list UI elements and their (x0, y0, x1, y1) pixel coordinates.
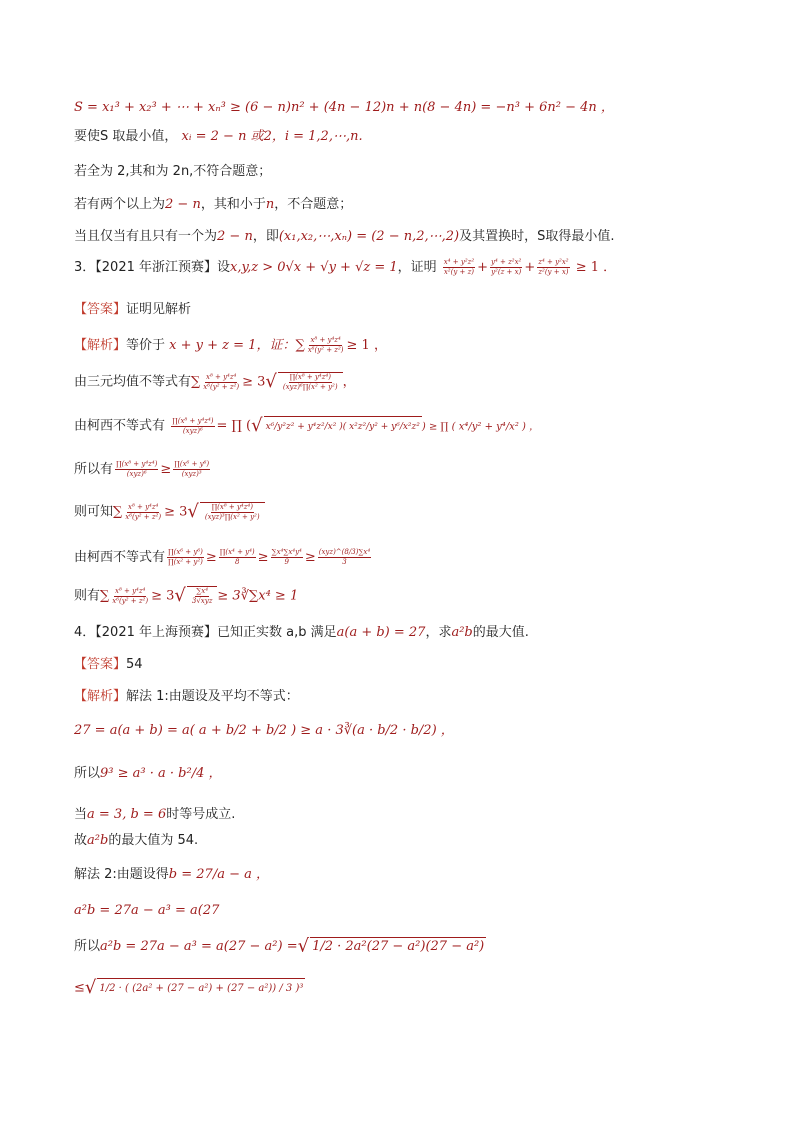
answer-tag: 【答案】 (74, 302, 127, 317)
numerator: ∏(x⁶ + y⁶) (168, 548, 203, 556)
denominator: y²(z + x) (491, 268, 522, 276)
numerator: ∑x⁴∑x⁴y⁴ (271, 548, 302, 556)
text-line-5 (74, 228, 615, 246)
problem-4-analysis-6 (74, 866, 269, 884)
math-expression: b = 27/a − a ， (168, 867, 269, 882)
text: 所以有 (74, 462, 114, 477)
numerator: ∏(x⁸ + y⁴z⁴) (211, 503, 253, 511)
text: 故 (74, 833, 88, 848)
math-expression: ∑ (191, 374, 201, 390)
denominator: 8 (235, 558, 240, 566)
answer-text: 证明见解析 (126, 302, 192, 317)
text: 时等号成立. (166, 807, 236, 822)
math-expression: n (265, 197, 275, 212)
denominator: x⁶(y² + z²) (112, 596, 149, 605)
math-expression: ≥ 3∛∑x⁴ ≥ 1 (217, 588, 299, 604)
math-expression: xᵢ = 2 − n 或2，i = 1,2,⋯,n. (181, 129, 363, 144)
numerator: ∑x⁴ (196, 587, 209, 595)
text: 则有 (74, 588, 101, 604)
math-expression: a²b (451, 625, 473, 640)
fraction (204, 503, 261, 522)
geq-sign: ≥ (205, 550, 217, 565)
numerator: x⁴ + y²z² (443, 258, 475, 266)
denominator: 3√xyz (191, 597, 213, 605)
radicand (97, 978, 305, 998)
problem-number: 4． (74, 625, 96, 640)
analysis-tag: 【解析】 (74, 338, 127, 353)
fraction (111, 587, 149, 606)
text: ，即 (252, 229, 279, 244)
text: 当且仅当有且只有一个为 (74, 229, 218, 244)
numerator: z⁴ + y²x² (538, 258, 569, 266)
math-expression: ≥ (160, 462, 172, 477)
text: 由柯西不等式有 (74, 550, 166, 565)
text: 若有两个以上为 (74, 197, 166, 212)
analysis-line-2 (74, 372, 356, 392)
analysis-line-3 (74, 416, 539, 437)
numerator: x⁸ + y⁴z⁴ (115, 586, 146, 595)
fraction (171, 417, 214, 436)
math-expression: a²b = 27a − a³ = a(27 (74, 903, 220, 918)
math-expression: ≥ 1 ， (346, 338, 387, 353)
math-expression: ， (342, 374, 356, 390)
answer-text: 54 (126, 657, 143, 672)
problem-4-analysis-4 (74, 806, 235, 824)
fraction (124, 503, 162, 522)
math-expression: S = x₁³ + x₂³ + ⋯ + xₙ³ ≥ (6 − n)n² + (4n − 12)n + n(8 − 4n) = −n³ + 6n² − 4n ， (74, 100, 614, 115)
math-expression: 27 = a(a + b) = a( a + b/2 + b/2 ) ≥ a · 3∛(a · b/2 · b/2) ， (74, 723, 454, 738)
math-expression: a(a + b) = 27 (336, 625, 426, 640)
text: 则可知 (74, 504, 114, 520)
problem-4-analysis-1 (74, 688, 299, 706)
math-expression: = ∏ ( (216, 418, 252, 434)
numerator: ∏(x⁴ + y⁴) (219, 548, 255, 556)
problem-3-stem (74, 258, 616, 277)
fraction (271, 548, 303, 567)
problem-source: 【2021 年浙江预赛】 (95, 260, 217, 275)
math-expression: 9³ ≥ a³ · a · b²/4 ， (100, 766, 222, 781)
radicand (200, 502, 265, 522)
text: 解法 1:由题设及平均不等式： (126, 689, 299, 704)
denominator: 3 (342, 558, 347, 566)
fraction (490, 258, 522, 277)
math-expression: a²b (87, 833, 109, 848)
radicand (310, 937, 486, 956)
plus-sign: + (477, 260, 489, 275)
fraction (537, 258, 569, 277)
plus-sign: + (524, 260, 536, 275)
denominator: (xyz)³∏(x² + y²) (204, 513, 260, 521)
denominator: x⁶(y² + z²) (125, 512, 162, 521)
math-expression: ∑ (113, 504, 123, 520)
fraction (191, 587, 214, 606)
text: ，证明 (397, 260, 437, 275)
fraction (173, 460, 210, 479)
radicand (264, 416, 422, 436)
math-expression: ≥ 3 (164, 504, 188, 520)
denominator: 9 (284, 558, 289, 566)
math-expression: ≥ 3 (151, 588, 175, 604)
problem-source: 【2021 年上海预赛】 (95, 625, 217, 640)
problem-4-analysis-8 (74, 937, 486, 956)
fraction (219, 548, 256, 567)
problem-4-analysis-3 (74, 765, 221, 783)
radicand (187, 586, 218, 606)
text-line-4 (74, 196, 352, 214)
analysis-line-4 (74, 460, 212, 479)
numerator: x⁸ + y⁴z⁴ (310, 336, 341, 344)
math-expression: x⁶/y²z² + y⁴z²/x² )( x²z²/y² + y⁶/x²z² (265, 422, 420, 432)
math-expression: 2 − n (165, 197, 201, 212)
radical-icon: √ (297, 935, 310, 957)
analysis-line-1 (74, 336, 387, 355)
text: 由三元均值不等式有 (74, 374, 192, 390)
math-expression: x,y,z > 0√x + √y + √z = 1 (230, 260, 398, 275)
text: 若全为 2,其和为 2n,不符合题意； (74, 164, 272, 179)
problem-4-analysis-9 (74, 978, 305, 998)
denominator: x²(y + z) (443, 268, 475, 276)
math-expression: ∑ (100, 588, 110, 604)
numerator: x⁸ + y⁴z⁴ (206, 372, 237, 381)
numerator: y⁴ + z²x² (491, 258, 522, 266)
problem-4-analysis-2 (74, 722, 454, 740)
text: 所以 (74, 939, 101, 954)
math-expression: x + y + z = 1，证：∑ (169, 338, 305, 353)
fraction (115, 460, 158, 479)
text: 及其置换时，S取得最小值. (459, 229, 615, 244)
numerator: ∏(x⁸ + y⁴z⁴) (172, 416, 214, 425)
math-expression: 1/2 · ( (2a² + (27 − a²) + (27 − a²)) / 3 )³ (99, 983, 304, 994)
equation-line-1 (74, 99, 614, 117)
denominator: (xyz)³ (181, 470, 202, 478)
radical-icon: √ (265, 371, 277, 392)
math-expression: a = 3, b = 6 (87, 807, 167, 822)
numerator: ∏(x⁶ + y⁶) (174, 460, 210, 468)
denominator: ∏(x² + y²) (168, 558, 203, 566)
text: 由柯西不等式有 (74, 418, 166, 434)
text: 解法 2:由题设得 (74, 867, 169, 882)
math-expression: 2 − n (217, 229, 253, 244)
math-expression: (x₁,x₂,⋯,xₙ) = (2 − n,2,⋯,2) (278, 229, 460, 244)
problem-4-analysis-5 (74, 832, 198, 850)
denominator: (xyz)⁶ (126, 470, 147, 478)
text: 设 (217, 260, 231, 275)
problem-4-analysis-7 (74, 902, 219, 920)
fraction (318, 548, 371, 567)
text: 所以 (74, 766, 101, 781)
denominator: x⁶(y² + z²) (203, 382, 240, 391)
fraction (202, 373, 240, 392)
math-expression: a²b = 27a − a³ = a(27 − a²) = (100, 939, 298, 954)
problem-number: 3． (74, 260, 96, 275)
radical-icon: √ (84, 977, 97, 998)
answer-tag: 【答案】 (74, 657, 127, 672)
fraction (167, 548, 204, 567)
fraction (443, 258, 475, 277)
math-expression: ≤ (74, 980, 85, 996)
math-expression: ≥ 1 ． (575, 260, 617, 275)
analysis-tag: 【解析】 (74, 689, 127, 704)
denominator: x⁶(y² + z²) (307, 346, 344, 354)
problem-4-stem (74, 624, 529, 642)
numerator: x⁸ + y⁴z⁴ (128, 502, 159, 511)
text-line-2 (74, 128, 363, 146)
text: ，不合题意； (274, 197, 353, 212)
text: 当 (74, 807, 88, 822)
denominator: (xyz)⁶ (182, 426, 203, 435)
fraction (282, 373, 339, 392)
radical-icon: √ (251, 415, 263, 436)
geq-sign: ≥ (304, 550, 316, 565)
text: 要使S 取最小值， (74, 129, 178, 144)
problem-3-answer (74, 301, 191, 319)
text: 已知正实数 a,b 满足 (217, 625, 337, 640)
math-expression: 1/2 · 2a²(27 − a²)(27 − a²) (312, 939, 485, 954)
numerator: ∏(x⁸ + y⁴z⁴) (116, 460, 158, 468)
numerator: ∏(x⁸ + y⁴z⁴) (289, 373, 331, 381)
analysis-line-6 (74, 548, 373, 567)
radical-icon: √ (174, 585, 186, 606)
numerator: (xyz)^(8/3)∑x⁴ (318, 548, 371, 556)
radicand (278, 372, 343, 392)
text: ，其和小于 (200, 197, 266, 212)
text: 等价于 (126, 338, 166, 353)
text: 的最大值. (472, 625, 529, 640)
math-expression: ≥ 3 (242, 374, 266, 390)
analysis-line-7 (74, 586, 298, 606)
denominator: (xyz)⁶∏(x² + y²) (282, 383, 338, 391)
fraction (307, 336, 345, 355)
text: ，求 (425, 625, 452, 640)
geq-sign: ≥ (257, 550, 269, 565)
text-line-3 (74, 163, 271, 181)
text: 的最大值为 54. (108, 833, 199, 848)
analysis-line-5 (74, 502, 265, 522)
denominator: z²(y + x) (538, 268, 569, 276)
radical-icon: √ (187, 501, 199, 522)
math-expression: ) ≥ ∏ ( x⁴/y² + y⁴/x² ) ， (421, 421, 540, 433)
problem-4-answer (74, 656, 143, 674)
